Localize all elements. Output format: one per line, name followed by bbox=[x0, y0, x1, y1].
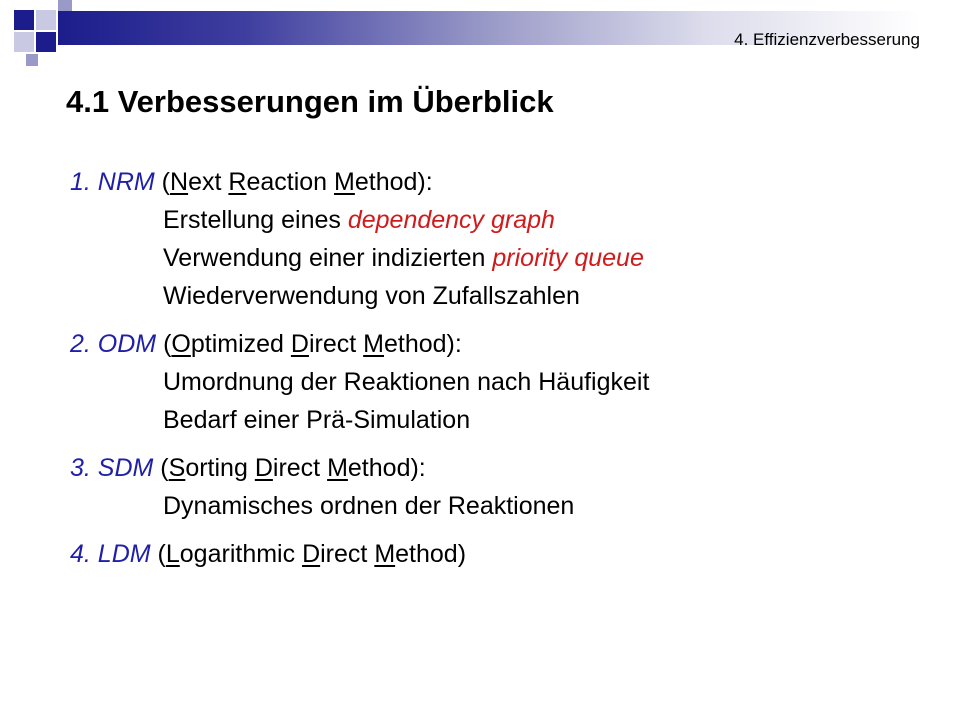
item-heading: 1. NRM (Next Reaction Method): bbox=[70, 168, 433, 196]
sub-item bbox=[70, 277, 930, 315]
item-heading: 2. ODM (Optimized Direct Method): bbox=[70, 330, 462, 358]
sub-item-text: Erstellung eines bbox=[163, 206, 348, 234]
underlined-initial: L bbox=[165, 540, 180, 568]
underlined-initial: D bbox=[302, 540, 321, 568]
deco-square bbox=[36, 32, 56, 52]
underlined-initial: N bbox=[170, 168, 189, 196]
underlined-initial: O bbox=[171, 330, 191, 358]
sub-item-text: Dynamisches ordnen der Reaktionen bbox=[163, 492, 575, 520]
method-list bbox=[70, 163, 930, 583]
item-heading: 3. SDM (Sorting Direct Method): bbox=[70, 454, 426, 482]
word-rest: ext bbox=[188, 168, 222, 196]
sub-item-text: Verwendung einer indizierten bbox=[163, 244, 493, 272]
deco-square bbox=[26, 54, 38, 66]
word-rest: ethod bbox=[383, 330, 447, 358]
item-number: 3. bbox=[70, 454, 98, 482]
highlighted-term: priority queue bbox=[492, 244, 644, 272]
list-item bbox=[70, 325, 930, 439]
heading-close: ): bbox=[446, 330, 462, 358]
item-heading: 4. LDM (Logarithmic Direct Method) bbox=[70, 540, 467, 568]
deco-square bbox=[14, 32, 34, 52]
sub-item bbox=[70, 363, 930, 401]
item-number: 1. bbox=[70, 168, 98, 196]
sub-item bbox=[70, 239, 930, 277]
sub-item bbox=[70, 487, 930, 525]
list-item bbox=[70, 163, 930, 315]
item-number: 4. bbox=[70, 540, 98, 568]
heading-close: ): bbox=[410, 454, 426, 482]
underlined-initial: M bbox=[327, 454, 348, 482]
underlined-initial: M bbox=[363, 330, 384, 358]
underlined-initial: M bbox=[334, 168, 355, 196]
word-rest: irect bbox=[320, 540, 368, 568]
word-rest: ethod bbox=[347, 454, 411, 482]
word-rest: irect bbox=[308, 330, 357, 358]
sub-item bbox=[70, 401, 930, 439]
list-item bbox=[70, 535, 930, 573]
list-item bbox=[70, 449, 930, 525]
underlined-initial: S bbox=[168, 454, 186, 482]
underlined-initial: R bbox=[228, 168, 247, 196]
underlined-initial: M bbox=[374, 540, 396, 568]
word-rest: ptimized bbox=[190, 330, 284, 358]
section-label: 4. Effizienzverbesserung bbox=[734, 30, 920, 49]
word-rest: orting bbox=[185, 454, 248, 482]
heading-close: ): bbox=[417, 168, 433, 196]
underlined-initial: D bbox=[254, 454, 273, 482]
sub-item bbox=[70, 201, 930, 239]
word-rest: ethod bbox=[395, 540, 458, 568]
method-abbreviation: SDM bbox=[97, 454, 154, 482]
method-abbreviation: ODM bbox=[97, 330, 157, 358]
sub-item-text: Umordnung der Reaktionen nach Häufigkeit bbox=[163, 368, 650, 396]
word-rest: eaction bbox=[246, 168, 328, 196]
deco-square bbox=[36, 10, 56, 30]
sub-item-text: Bedarf einer Prä-Simulation bbox=[163, 406, 471, 434]
method-abbreviation: LDM bbox=[97, 540, 151, 568]
word-rest: irect bbox=[272, 454, 321, 482]
method-abbreviation: NRM bbox=[97, 168, 155, 196]
word-rest: ogarithmic bbox=[179, 540, 296, 568]
highlighted-term: dependency graph bbox=[347, 206, 555, 234]
slide-title: 4.1 Verbesserungen im Überblick bbox=[66, 84, 554, 119]
sub-item-text: Wiederverwendung von Zufallszahlen bbox=[163, 282, 580, 310]
item-number: 2. bbox=[70, 330, 98, 358]
heading-close: ) bbox=[457, 540, 467, 568]
word-rest: ethod bbox=[354, 168, 418, 196]
deco-square bbox=[14, 10, 34, 30]
underlined-initial: D bbox=[290, 330, 309, 358]
